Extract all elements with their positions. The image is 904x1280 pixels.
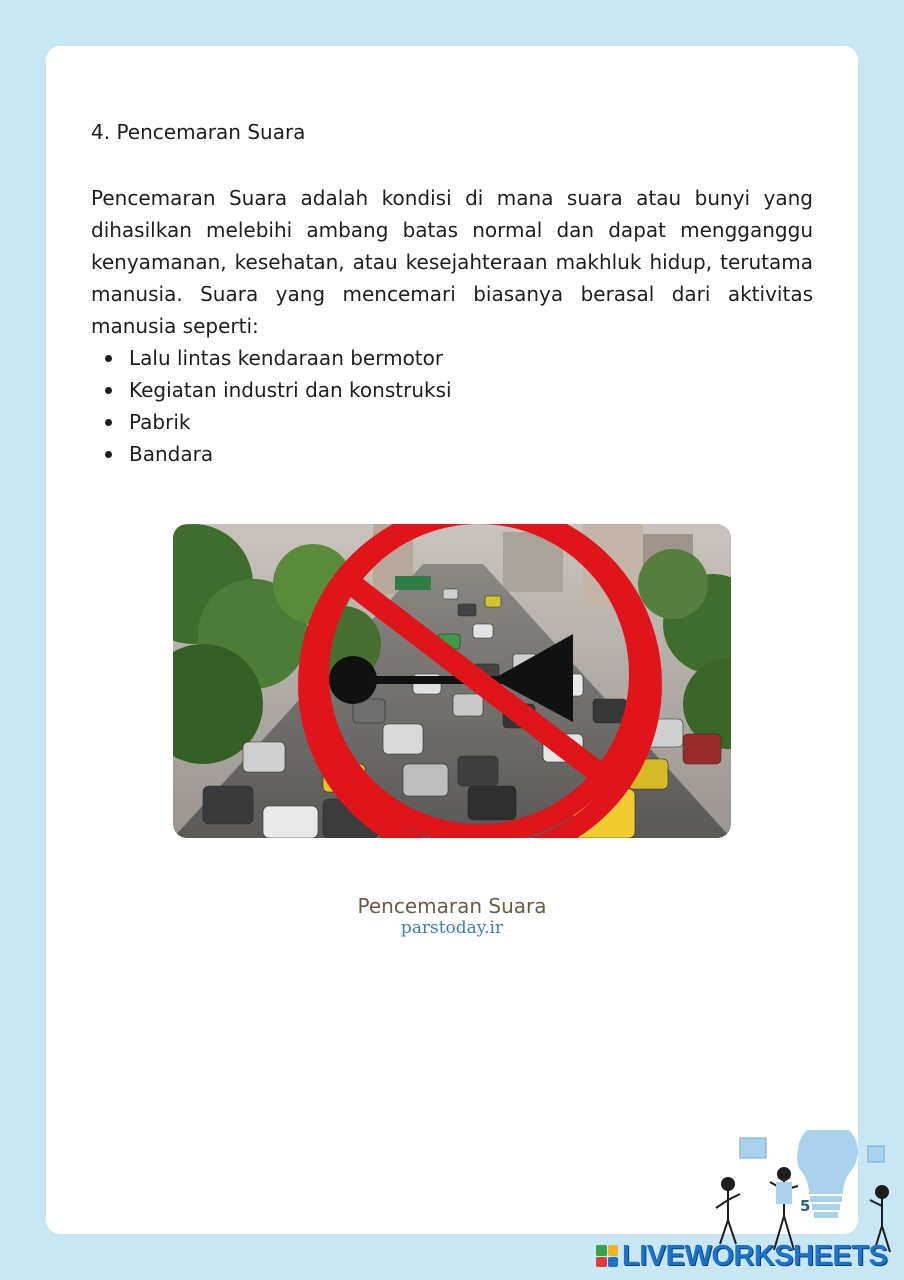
figure-source-link[interactable]: parstoday.ir bbox=[400, 918, 504, 938]
no-horn-traffic-photo bbox=[173, 524, 731, 838]
page-number: 5 bbox=[800, 1197, 811, 1215]
list-item: Pabrik bbox=[91, 406, 791, 438]
section-heading: 4. Pencemaran Suara bbox=[91, 120, 306, 144]
bullet-icon bbox=[105, 355, 112, 362]
figure-caption: Pencemaran Suara bbox=[357, 894, 547, 918]
liveworksheets-logo[interactable] bbox=[596, 1240, 887, 1272]
list-item: Lalu lintas kendaraan bermotor bbox=[91, 342, 791, 374]
ring-final bbox=[173, 524, 731, 838]
liveworksheets-text: LIVEWORKSHEETS bbox=[622, 1239, 888, 1272]
liveworksheets-badge-icon bbox=[596, 1245, 618, 1267]
worksheet-page bbox=[46, 46, 858, 1234]
bullet-icon bbox=[105, 451, 112, 458]
bullet-icon bbox=[105, 419, 112, 426]
list-item: Bandara bbox=[91, 438, 791, 470]
section-paragraph: Pencemaran Suara adalah kondisi di mana suara atau bunyi yang dihasilkan melebihi ambang batas normal dan dapat mengganggu kenyamanan, kesehatan, atau kesejahteraan makhluk hidup, terutama manusia. Suara yang mencemari biasanya berasal dari aktivitas manusia seperti: bbox=[91, 186, 813, 338]
noise-sources-list bbox=[91, 342, 791, 470]
list-item: Kegiatan industri dan konstruksi bbox=[91, 374, 791, 406]
bullet-icon bbox=[105, 387, 112, 394]
